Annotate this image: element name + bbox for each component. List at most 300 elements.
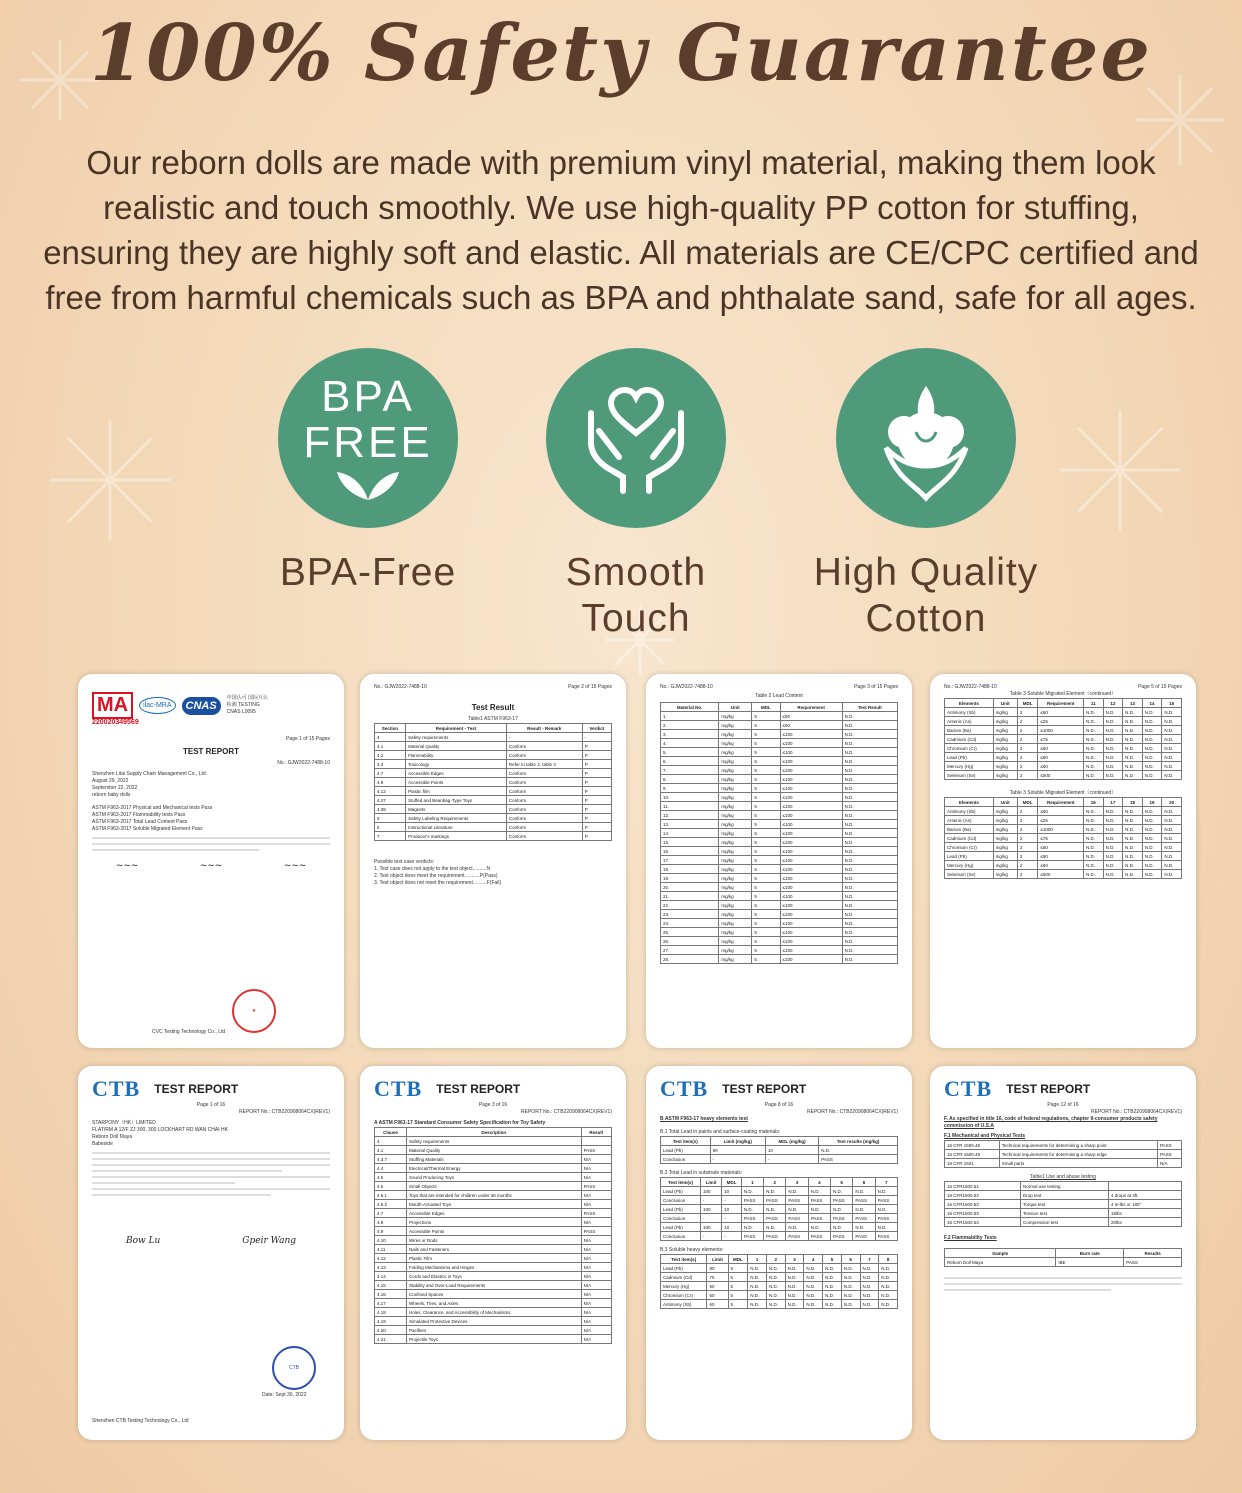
table-cell: - <box>722 1214 742 1223</box>
table-cell: N.D. <box>766 1282 785 1291</box>
table-cell: 4.6 <box>375 1182 407 1191</box>
table-cell: 4. <box>661 739 719 748</box>
table-cell: Pacifiers <box>407 1326 582 1335</box>
table-cell: 5 <box>831 1178 853 1187</box>
table-cell: N.D. <box>1083 807 1103 816</box>
table-cell: N/A <box>581 1164 611 1173</box>
table-row <box>661 847 898 856</box>
table-cell: 4.17 <box>375 1299 407 1308</box>
table-row <box>661 1178 898 1187</box>
table-cell: Conform <box>506 814 582 823</box>
table-cell: N.D. <box>1123 717 1143 726</box>
table-cell: N.D. <box>842 910 897 919</box>
table-cell: N.D. <box>1162 717 1182 726</box>
table-cell: N/A <box>581 1326 611 1335</box>
table-cell: P <box>582 814 611 823</box>
table-cell: N.D. <box>842 838 897 847</box>
certificate-card-1[interactable] <box>78 674 344 1048</box>
table-cell: 4.38 <box>375 805 406 814</box>
table-cell: N.D. <box>1142 744 1162 753</box>
table-row <box>661 820 898 829</box>
lead-paint-table <box>660 1136 898 1164</box>
table-cell: Conclusion <box>661 1196 701 1205</box>
table-cell: 2 <box>1017 744 1038 753</box>
table-cell: Wires or Rods <box>407 1236 582 1245</box>
table-cell: 7 <box>375 832 406 841</box>
table-cell: Unit <box>993 699 1017 708</box>
table-cell: N.D. <box>875 1205 897 1214</box>
table-cell: ≤1000 <box>1038 726 1084 735</box>
cnas-mark: 中国认可 国际互认 检测 TESTING CNAS L0095 <box>226 695 269 715</box>
table-cell: N.D. <box>879 1291 898 1300</box>
table-cell: 2 <box>1017 834 1038 843</box>
table-cell: N.D. <box>1142 771 1162 780</box>
report-title: TEST REPORT <box>722 1082 807 1096</box>
table-row <box>375 733 612 742</box>
table-cell: 2 <box>1017 708 1038 717</box>
table-cell: ≤100 <box>780 910 842 919</box>
table-cell: N.D. <box>842 901 897 910</box>
table-cell: N.D. <box>1142 762 1162 771</box>
table-cell: - <box>722 1232 742 1241</box>
table-cell: ≤1000 <box>1038 825 1084 834</box>
table-cell: 2 <box>1017 843 1038 852</box>
table-cell: N/A <box>581 1218 611 1227</box>
table-cell: N.D. <box>842 811 897 820</box>
table-cell: Stuffing Materials <box>407 1155 582 1164</box>
report-page: Page 2 of 15 Pages <box>568 684 612 690</box>
table-cell: mg/kg <box>719 946 752 955</box>
table-title: Table1 Use and abuse testing <box>1030 1174 1096 1180</box>
table-cell: N.D. <box>853 1187 875 1196</box>
cotton-flower-icon <box>836 348 1016 528</box>
table-cell: 2. <box>661 721 719 730</box>
table-cell: 16. <box>661 847 719 856</box>
table-row <box>945 825 1182 834</box>
table-cell: N.D. <box>1142 825 1162 834</box>
table-row <box>375 1227 612 1236</box>
table-cell: 13. <box>661 820 719 829</box>
table-cell: N.D. <box>1083 771 1103 780</box>
table-row <box>661 865 898 874</box>
table-cell: N.D. <box>831 1205 853 1214</box>
table-cell: mg/kg <box>719 802 752 811</box>
table-cell: N.D. <box>842 892 897 901</box>
table-cell: N.D. <box>785 1291 804 1300</box>
table-cell: Conclusion <box>661 1214 701 1223</box>
result-table <box>374 723 612 841</box>
table-cell: N.D. <box>1162 762 1182 771</box>
table-cell: MDL <box>752 703 780 712</box>
table-cell: 5 <box>728 1291 748 1300</box>
table-cell: N.D. <box>1123 870 1143 879</box>
certificate-card-3[interactable] <box>646 674 912 1048</box>
table-cell: N.D. <box>1123 762 1143 771</box>
table-cell: Material No. <box>661 703 719 712</box>
table-cell: 6 <box>375 823 406 832</box>
table-cell: mg/kg <box>719 874 752 883</box>
table-cell: N.D. <box>842 766 897 775</box>
table-cell: Cords and Elastics in Toys <box>407 1272 582 1281</box>
table-cell: N/A <box>581 1299 611 1308</box>
table-cell: Small Objects <box>407 1182 582 1191</box>
table-cell: N.D. <box>1142 807 1162 816</box>
table-cell: N.D. <box>1123 771 1143 780</box>
table-cell: 5 <box>752 802 780 811</box>
table-cell: Material Quality <box>406 742 507 751</box>
table-cell: N.D. <box>842 730 897 739</box>
table-cell: 4.27 <box>375 796 406 805</box>
test-sample: reborn baby dolls <box>92 792 131 798</box>
table-cell: 7 <box>860 1255 879 1264</box>
report-number: REPORT No.: CTB220908064CX(REV1) <box>807 1109 898 1115</box>
table-cell: PASS <box>581 1146 611 1155</box>
table-cell: N.D. <box>1162 834 1182 843</box>
table-row <box>661 910 898 919</box>
table-cell: N.D. <box>842 793 897 802</box>
certificate-card-6[interactable] <box>360 1066 626 1440</box>
table-row <box>661 766 898 775</box>
table-cell: 18 <box>1123 798 1143 807</box>
table-cell: N.D. <box>841 1282 860 1291</box>
table-cell: N.D. <box>875 1187 897 1196</box>
table-row <box>945 861 1182 870</box>
table-cell: N.D. <box>766 1291 785 1300</box>
sample-name: Reborn Doll Maya <box>92 1134 133 1140</box>
table-cell: N.D. <box>1083 861 1103 870</box>
table-cell: N.D. <box>1142 753 1162 762</box>
table-cell: 8. <box>661 775 719 784</box>
table-cell: Test Result <box>842 703 897 712</box>
table-cell: Conform <box>506 796 582 805</box>
table-cell: Mercury (Hg) <box>661 1282 707 1291</box>
use-abuse-table: 16 CFR1500.51 Normal use testing 16 CFR1500.53 Drop test 4 drops at 3ft. 16 CFR1500.53 Torque test 4 in-lbs or 180° 16 CFR1500.53 Tension test 15lbs 16 CFR1500.53 Compression test 20lbs <box>944 1181 1182 1227</box>
table-cell: Projections <box>407 1218 582 1227</box>
subsection-title: F.1 Mechanical and Physical Tests <box>944 1133 1026 1139</box>
table-cell: N.D. <box>1162 816 1182 825</box>
table-cell: 11. <box>661 802 719 811</box>
table-cell: N.D. <box>748 1300 767 1309</box>
conclusion-line: ASTM F963-2017 Soluble Migrated Element Pass <box>92 826 203 832</box>
table-cell: PASS <box>741 1232 763 1241</box>
table-cell: N.D. <box>1162 744 1182 753</box>
table-cell: ≤100 <box>780 811 842 820</box>
table-cell: 5 <box>752 892 780 901</box>
table-cell: ≤90 <box>1038 753 1084 762</box>
table-cell: N.D. <box>841 1264 860 1273</box>
table-cell: mg/kg <box>993 807 1017 816</box>
table-cell: 4.1 <box>375 742 406 751</box>
sample-name: Reborn Doll Maya <box>945 1258 1056 1267</box>
table-row <box>661 1155 898 1164</box>
table-row <box>661 1146 898 1155</box>
table-cell: N.D. <box>1142 735 1162 744</box>
table-cell: - <box>710 1155 765 1164</box>
table-cell: Requirement - Test <box>406 724 507 733</box>
table-cell: N.D. <box>842 775 897 784</box>
table-cell: 23. <box>661 910 719 919</box>
table-cell: 5 <box>752 829 780 838</box>
table-cell: Accessible Points <box>407 1227 582 1236</box>
table-cell: Clause <box>375 1128 407 1137</box>
table-row <box>945 708 1182 717</box>
table-cell: N.D. <box>1123 861 1143 870</box>
table-cell: PASS <box>741 1196 763 1205</box>
table-cell: Result - Remark <box>506 724 582 733</box>
table-cell: N.D. <box>1103 852 1123 861</box>
table-cell: PASS <box>853 1232 875 1241</box>
table-title: Table 3 Soluble Migrated Element（continued） <box>1009 790 1117 796</box>
table-cell: N.D. <box>823 1282 842 1291</box>
table-cell: ≤100 <box>780 883 842 892</box>
table-cell: 5 <box>375 814 406 823</box>
table-cell: 7. <box>661 766 719 775</box>
table-cell: N.D. <box>819 1146 898 1155</box>
table-cell: ≤75 <box>1038 735 1084 744</box>
table-cell: 4.2 <box>375 751 406 760</box>
table-row <box>375 1236 612 1245</box>
table-cell: Chromium (Cr) <box>661 1291 707 1300</box>
table-cell: N/A <box>581 1173 611 1182</box>
table-row <box>661 1187 898 1196</box>
table-cell: Unit <box>993 798 1017 807</box>
certificate-card-2[interactable] <box>360 674 626 1048</box>
table-cell: mg/kg <box>993 708 1017 717</box>
table-cell: N.D. <box>786 1223 808 1232</box>
table-cell: Material Quality <box>407 1146 582 1155</box>
verdict-line: 3. Test object does not meet the requirement..........F(Fail) <box>374 880 502 886</box>
table-cell: 5 <box>752 883 780 892</box>
table-cell: N.D. <box>1083 726 1103 735</box>
mechanical-table: 16 CFR 1500.48 Technical requirements for determining a sharp point PASS 16 CFR 1500.49 Technical requirements for determining a sharp edge PASS 16 CFR 1501 Small parts N/A <box>944 1140 1182 1168</box>
table-row <box>945 771 1182 780</box>
table-cell: 5 <box>752 847 780 856</box>
table-cell: PASS <box>786 1232 808 1241</box>
table-cell: 5 <box>752 937 780 946</box>
certificate-card-8[interactable] <box>930 1066 1196 1440</box>
table-cell: Lead (Pb) <box>945 753 994 762</box>
table-cell: 5 <box>728 1264 748 1273</box>
table-cell: N/A <box>581 1290 611 1299</box>
table-cell: ≤500 <box>1038 771 1084 780</box>
table-cell: N.D. <box>1162 870 1182 879</box>
table-cell: 5 <box>752 811 780 820</box>
report-title: Table 2 Lead Content <box>755 693 803 699</box>
table-cell: ≤100 <box>780 775 842 784</box>
table-cell: 20. <box>661 883 719 892</box>
feature-label-cotton <box>796 550 1056 642</box>
table-cell: 4 <box>804 1255 823 1264</box>
table-cell: 4.20 <box>375 1326 407 1335</box>
table-cell: N.D. <box>808 1187 830 1196</box>
table-cell: Elements <box>945 798 994 807</box>
table-cell: P <box>582 805 611 814</box>
report-title: TEST REPORT <box>154 1082 239 1096</box>
table-row <box>375 805 612 814</box>
table-cell: 75 <box>707 1273 728 1282</box>
table-cell: ≤90 <box>1038 852 1084 861</box>
table-cell: mg/kg <box>719 865 752 874</box>
table-cell: PASS <box>853 1214 875 1223</box>
table-cell: ≤500 <box>1038 870 1084 879</box>
table-cell: 5 <box>752 946 780 955</box>
table-cell: N.D. <box>1142 852 1162 861</box>
table-row <box>661 1273 898 1282</box>
table-row <box>661 919 898 928</box>
table-cell: PASS <box>853 1196 875 1205</box>
table-cell: 100 <box>701 1223 722 1232</box>
report-page: Page 1 of 15 Pages <box>286 736 330 742</box>
table-row <box>375 778 612 787</box>
table-cell: N/A <box>581 1308 611 1317</box>
table-cell: mg/kg <box>993 744 1017 753</box>
section-title: A ASTM F963-17 Standard Consumer Safety Specification for Toy Safety <box>374 1120 546 1126</box>
table-cell: Elements <box>945 699 994 708</box>
table-cell: 10 <box>722 1223 742 1232</box>
table-cell: PASS <box>875 1196 897 1205</box>
table-cell: mg/kg <box>719 910 752 919</box>
table-cell: N.D. <box>841 1300 860 1309</box>
table-cell: N.D. <box>808 1205 830 1214</box>
certificate-card-7[interactable] <box>646 1066 912 1440</box>
table-cell: ≤100 <box>780 874 842 883</box>
table-cell: ≤75 <box>1038 834 1084 843</box>
table-cell: N.D. <box>842 856 897 865</box>
table-row <box>375 760 612 769</box>
subsection-title: B.1 Total Lead in paints and surface-coating materials: <box>660 1129 781 1135</box>
lead-content-table <box>660 702 898 964</box>
table-cell: N.D. <box>842 955 897 964</box>
table-cell: 2 <box>1017 726 1038 735</box>
table-cell: mg/kg <box>719 757 752 766</box>
table-row <box>661 793 898 802</box>
table-cell: N.D. <box>860 1273 879 1282</box>
table-row <box>945 798 1182 807</box>
table-cell: 17 <box>1103 798 1123 807</box>
table-row <box>661 1205 898 1214</box>
table-cell: Requirement <box>1038 699 1084 708</box>
table-cell: Chromium (Cr) <box>945 744 994 753</box>
burn-rate: IBE <box>1056 1258 1124 1267</box>
table-cell: N.D. <box>823 1273 842 1282</box>
table-cell: Conform <box>506 787 582 796</box>
table-cell: N.D. <box>785 1264 804 1273</box>
table-row <box>945 744 1182 753</box>
feature-cotton <box>796 348 1056 642</box>
table-cell: Limit <box>707 1255 728 1264</box>
table-cell: 2 <box>1017 852 1038 861</box>
table-row <box>661 901 898 910</box>
table-cell: 60 <box>707 1282 728 1291</box>
table-cell: ≤25 <box>1038 816 1084 825</box>
table-cell: 14 <box>1142 699 1162 708</box>
table-cell: Accessible Edges <box>406 769 507 778</box>
signature: Gpeir Wang <box>242 1236 297 1246</box>
table-cell: mg/kg <box>719 775 752 784</box>
table-row <box>375 1209 612 1218</box>
table-row <box>661 712 898 721</box>
table-row <box>661 892 898 901</box>
table-cell: N.D. <box>1162 735 1182 744</box>
table-cell: 2 <box>1017 870 1038 879</box>
cma-logo: MA <box>92 692 133 719</box>
report-number: No.: GJW2022-7488-10 <box>660 684 713 690</box>
table-cell: ≤100 <box>780 784 842 793</box>
certificate-card-4[interactable] <box>930 674 1196 1048</box>
table-row <box>661 721 898 730</box>
table-cell: Lead (Pb) <box>945 852 994 861</box>
table-row <box>375 1281 612 1290</box>
table-cell: N.D. <box>842 829 897 838</box>
table-row <box>945 816 1182 825</box>
table-cell: N.D. <box>748 1264 767 1273</box>
table-cell: 2 <box>1017 735 1038 744</box>
table-cell: N.D. <box>1142 870 1162 879</box>
table-cell: 6. <box>661 757 719 766</box>
table-cell: Barium (Ba) <box>945 825 994 834</box>
report-subtitle: Table1 ASTM F963-17 <box>468 716 518 722</box>
ctb-seal-stamp: CTB <box>272 1346 316 1390</box>
table-cell: N.D. <box>1142 816 1162 825</box>
table-cell: PASS <box>581 1182 611 1191</box>
table-cell: 4.13 <box>375 1263 407 1272</box>
table-cell: 12 <box>1103 699 1123 708</box>
table-cell: MDL <box>728 1255 748 1264</box>
table-cell: N.D. <box>1083 825 1103 834</box>
table-cell: 14. <box>661 829 719 838</box>
table-cell: - <box>722 1196 742 1205</box>
table-cell: N.D. <box>741 1223 763 1232</box>
table-cell: mg/kg <box>993 816 1017 825</box>
table-cell: Antimony (Sb) <box>945 708 994 717</box>
table-cell: N/A <box>581 1200 611 1209</box>
table-cell: mg/kg <box>719 712 752 721</box>
conclusion-line: ASTM F963-2017 Physical and Mechanical tests Pass <box>92 805 213 811</box>
table-cell: N.D. <box>1123 816 1143 825</box>
table-cell: N.D. <box>1103 744 1123 753</box>
table-cell: 2 <box>1017 753 1038 762</box>
table-cell: mg/kg <box>719 838 752 847</box>
table-cell: 4.18 <box>375 1308 407 1317</box>
table-cell: 60 <box>707 1291 728 1300</box>
table-cell: P <box>582 742 611 751</box>
certificate-card-5[interactable] <box>78 1066 344 1440</box>
table-cell: N.D. <box>808 1223 830 1232</box>
table-row <box>661 1137 898 1146</box>
table-row <box>375 1272 612 1281</box>
table-row <box>661 829 898 838</box>
table-cell: Test results (mg/kg) <box>819 1137 898 1146</box>
table-cell: PASS <box>741 1214 763 1223</box>
table-cell: mg/kg <box>719 919 752 928</box>
table-cell: N.D. <box>1142 708 1162 717</box>
table-cell: 5 <box>752 919 780 928</box>
table-cell: N.D. <box>842 847 897 856</box>
report-page: Page 8 of 16 <box>764 1102 794 1108</box>
table-cell: Conclusion <box>661 1155 711 1164</box>
table-cell: Electrical/Thermal Energy <box>407 1164 582 1173</box>
lab-name: CVC Testing Technology Co., Ltd <box>152 1029 226 1035</box>
table-row <box>661 703 898 712</box>
table-row <box>661 874 898 883</box>
table-cell: mg/kg <box>993 861 1017 870</box>
table-cell: mg/kg <box>719 892 752 901</box>
table-cell: 5 <box>752 748 780 757</box>
table-row <box>945 807 1182 816</box>
table-cell: 5 <box>752 775 780 784</box>
table-cell: 24. <box>661 919 719 928</box>
table-cell: N.D. <box>1103 834 1123 843</box>
